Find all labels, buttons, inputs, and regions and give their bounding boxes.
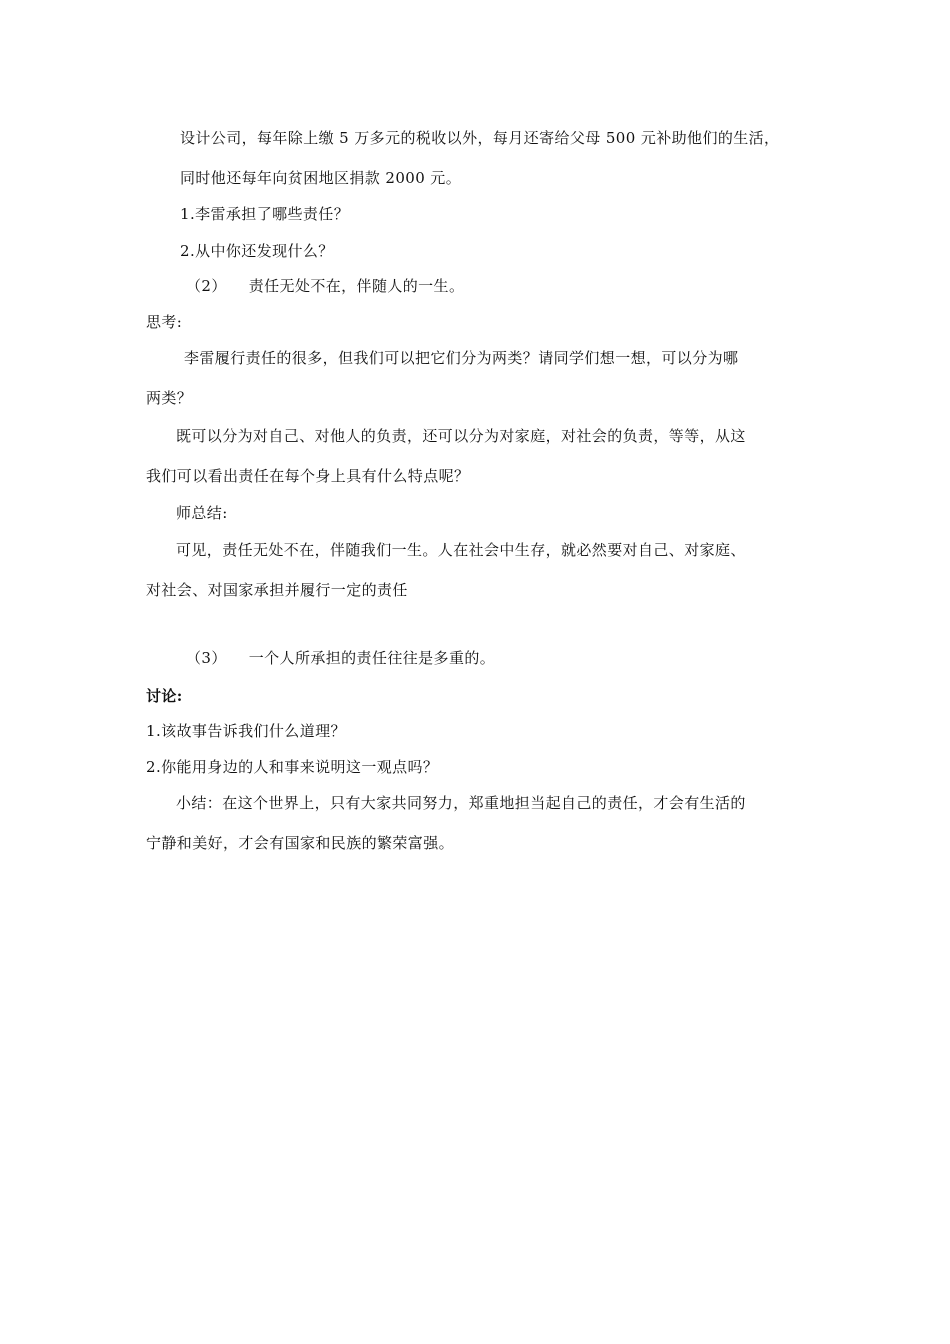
section-heading-2 bbox=[186, 276, 464, 296]
section-number: （2） bbox=[186, 277, 227, 295]
section-text: 责任无处不在，伴随人的一生。 bbox=[248, 277, 465, 295]
paragraph-line: 设计公司，每年除上缴 5 万多元的税收以外，每月还寄给父母 500 元补助他们的生活， bbox=[180, 129, 780, 147]
paragraph-line: 宁静和美好，才会有国家和民族的繁荣富强。 bbox=[146, 834, 455, 852]
teacher-summary-label: 师总结: bbox=[176, 504, 228, 522]
paragraph-line: 我们可以看出责任在每个身上具有什么特点呢？ bbox=[146, 467, 470, 485]
question-item: 2.从中你还发现什么？ bbox=[180, 242, 334, 260]
discuss-label: 讨论: bbox=[146, 687, 183, 705]
paragraph-line: 两类？ bbox=[146, 389, 193, 407]
discussion-item: 1.该故事告诉我们什么道理？ bbox=[146, 722, 346, 740]
section-number: （3） bbox=[186, 649, 227, 667]
think-label: 思考: bbox=[146, 313, 183, 331]
paragraph-line: 既可以分为对自己、对他人的负责，还可以分为对家庭，对社会的负责，等等，从这 bbox=[176, 427, 746, 445]
section-heading-3 bbox=[186, 648, 495, 668]
paragraph-line: 小结：在这个世界上，只有大家共同努力，郑重地担当起自己的责任，才会有生活的 bbox=[176, 794, 746, 812]
question-item: 1.李雷承担了哪些责任？ bbox=[180, 205, 350, 223]
paragraph-line: 对社会、对国家承担并履行一定的责任 bbox=[146, 581, 408, 599]
paragraph-line: 李雷履行责任的很多，但我们可以把它们分为两类？请同学们想一想，可以分为哪 bbox=[184, 349, 739, 367]
section-text: 一个人所承担的责任往往是多重的。 bbox=[248, 649, 496, 667]
paragraph-line: 可见，责任无处不在，伴随我们一生。人在社会中生存，就必然要对自己、对家庭、 bbox=[176, 541, 746, 559]
paragraph-line: 同时他还每年向贫困地区捐款 2000 元。 bbox=[180, 169, 462, 187]
discussion-item: 2.你能用身边的人和事来说明这一观点吗？ bbox=[146, 758, 439, 776]
